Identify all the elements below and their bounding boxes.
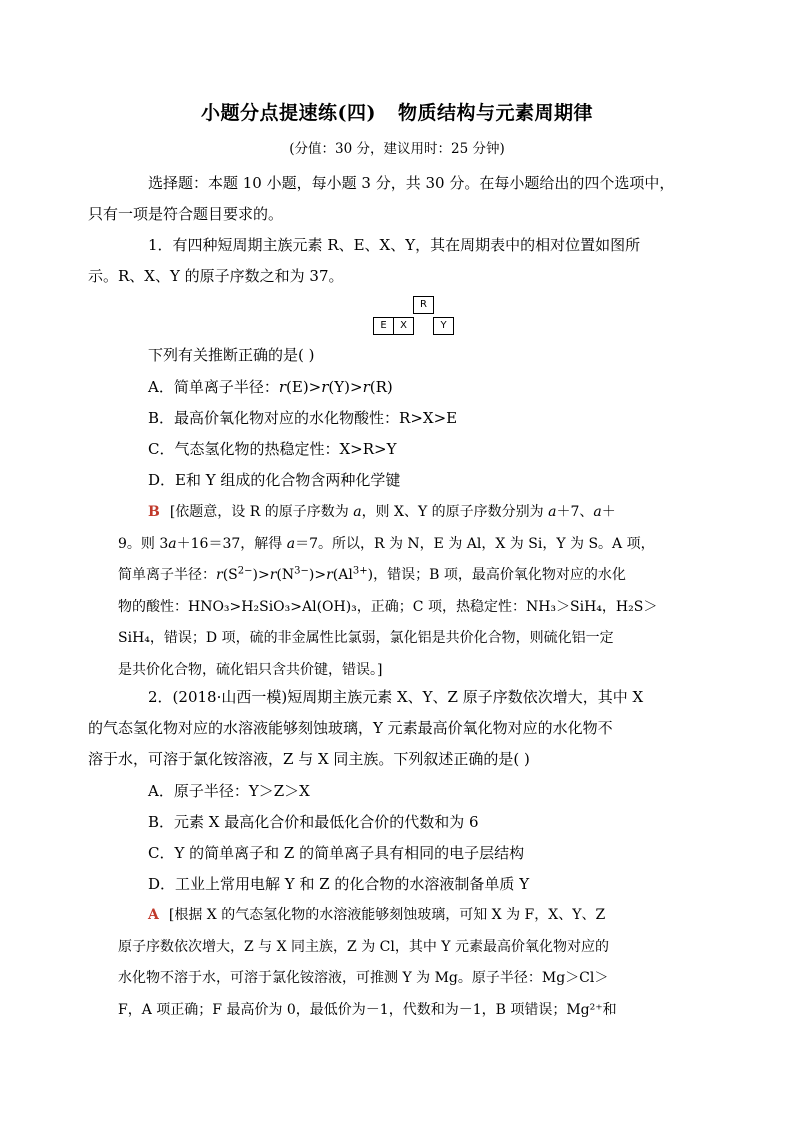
q2-ans-line-2: 原子序数依次增大，Z 与 X 同主族，Z 为 Cl，其中 Y 元素最高价氧化物对应的: [118, 938, 610, 955]
q2-ans-line-3: 水化物不溶于水，可溶于氯化铵溶液，可推测 Y 为 Mg。原子半径：Mg＞Cl＞: [118, 970, 609, 986]
cell-x: X: [393, 317, 414, 335]
page-title: [0, 98, 794, 125]
cell-e: E: [373, 317, 394, 335]
q2-ans-line-1: [根据 X 的气态氢化物的水溶液能够刻蚀玻璃，可知 X 为 F，X、Y、Z: [168, 907, 606, 923]
q1-option-b: B．最高价氧化物对应的水化物酸性：R>X>E: [148, 409, 458, 427]
q1-answer-explanation: B [依题意，设 R 的原子序数为 a，则 X、Y 的原子序数分别为 a＋7、a＋ 9。则 3a＋16＝37，解得 a＝7。所以，R 为 N，E 为 Al，X 为 Si，Y 为 S。A 项， 简单离子半径：$r(S^{2-})>r(N^{3-})>r(Al^{3+})$，错误；B 项，最高价氧化物对应的水化 物的酸性：HNO₃>H₂SiO₃>Al(OH)₃，正确；C 项，热稳定性：NH₃＞SiH₄，H₂S＞ SiH₄，错误；D 项，硫的非金属性比氯弱，氯化铝是共价化合物，则硫化铝一定 是共价化合物，硫化铝只含共价键，错误。]: [118, 504, 658, 678]
q1-ans-line-4: 物的酸性：HNO₃>H₂SiO₃>Al(OH)₃，正确；C 项，热稳定性：NH₃＞SiH₄，H₂S＞: [118, 598, 658, 615]
intro-line-2: 只有一项是符合题目要求的。: [88, 205, 284, 223]
q2-stem-line-1: 2．(2018·山西一模)短周期主族元素 X、Y、Z 原子序数依次增大，其中 X: [148, 688, 644, 706]
q1-ans-line-1b: ，则 X、Y 的原子序数分别为: [361, 504, 544, 520]
page-subtitle: (分值：30 分，建议用时：25 分钟): [289, 141, 505, 157]
q1-ans-line-5: SiH₄，错误；D 项，硫的非金属性比氯弱，氯化铝是共价化合物，则硫化铝一定: [118, 630, 614, 646]
q1-ans-line-1: [依题意，设 R 的原子序数为: [169, 504, 349, 520]
q2-ans-line-4: F，A 项正确；F 最高价为 0，最低价为－1，代数和为－1，B 项错误；Mg²⁺和: [118, 1001, 617, 1018]
q1-option-c: C．气态氢化物的热稳定性：X>R>Y: [148, 440, 397, 458]
q1-ans-line-6: 是共价化合物，硫化铝只含共价键，错误。]: [118, 661, 383, 678]
q1-option-a-text: A．简单离子半径：: [148, 378, 279, 396]
q1-ans-line-2a: 9。则 3: [118, 535, 169, 552]
q1-stem-line-1: 1．有四种短周期主族元素 R、E、X、Y，其在周期表中的相对位置如图所: [148, 236, 641, 254]
q2-option-d: D．工业上常用电解 Y 和 Z 的化合物的水溶液制备单质 Y: [148, 875, 530, 893]
q1-stem: [88, 230, 678, 292]
q1-ans-line-2c: ＝7。所以，R 为 N，E 为 Al，X 为 Si，Y 为 S。A 项，: [295, 535, 655, 552]
q1-ans-line-3a: 简单离子半径：: [118, 567, 216, 583]
q2-option-a: A．原子半径：Y＞Z＞X: [148, 782, 310, 800]
cell-r: R: [413, 296, 434, 314]
q1-answer-letter: B: [148, 504, 160, 520]
q2-option-c: C．Y 的简单离子和 Z 的简单离子具有相同的电子层结构: [148, 844, 525, 862]
q2-answer-explanation: [118, 900, 676, 1026]
q2-stem: [88, 682, 678, 775]
q1-ans-line-2b: ＋16＝37，解得: [176, 535, 283, 552]
q1-option-d: D．E和 Y 组成的化合物含两种化学键: [148, 471, 401, 489]
q1-ans-line-3b: ，错误；B 项，最高价氧化物对应的水化: [373, 567, 626, 583]
intro-line-1: 选择题：本题 10 小题，每小题 3 分，共 30 分。在每小题给出的四个选项中，: [148, 174, 675, 192]
q2-answer-letter: A: [148, 907, 159, 923]
q1-prompt: 下列有关推断正确的是( ): [148, 346, 315, 364]
title-main: 小题分点提速练(四): [201, 102, 376, 124]
title-topic: 物质结构与元素周期律: [397, 102, 593, 124]
q1-option-a: A．简单离子半径：r(E)>r(Y)>r(R): [148, 378, 393, 396]
cell-y: Y: [433, 317, 454, 335]
q2-stem-line-3: 溶于水，可溶于氯化铵溶液，Z 与 X 同主族。下列叙述正确的是( ): [88, 750, 530, 768]
intro-paragraph: [88, 168, 678, 230]
q2-option-b: B．元素 X 最高化合价和最低化合价的代数和为 6: [148, 813, 479, 831]
q2-stem-line-2: 的气态氢化物对应的水溶液能够刻蚀玻璃，Y 元素最高价氧化物对应的水化物不: [88, 719, 613, 737]
q1-stem-line-2: 示。R、X、Y 的原子序数之和为 37。: [88, 267, 344, 285]
